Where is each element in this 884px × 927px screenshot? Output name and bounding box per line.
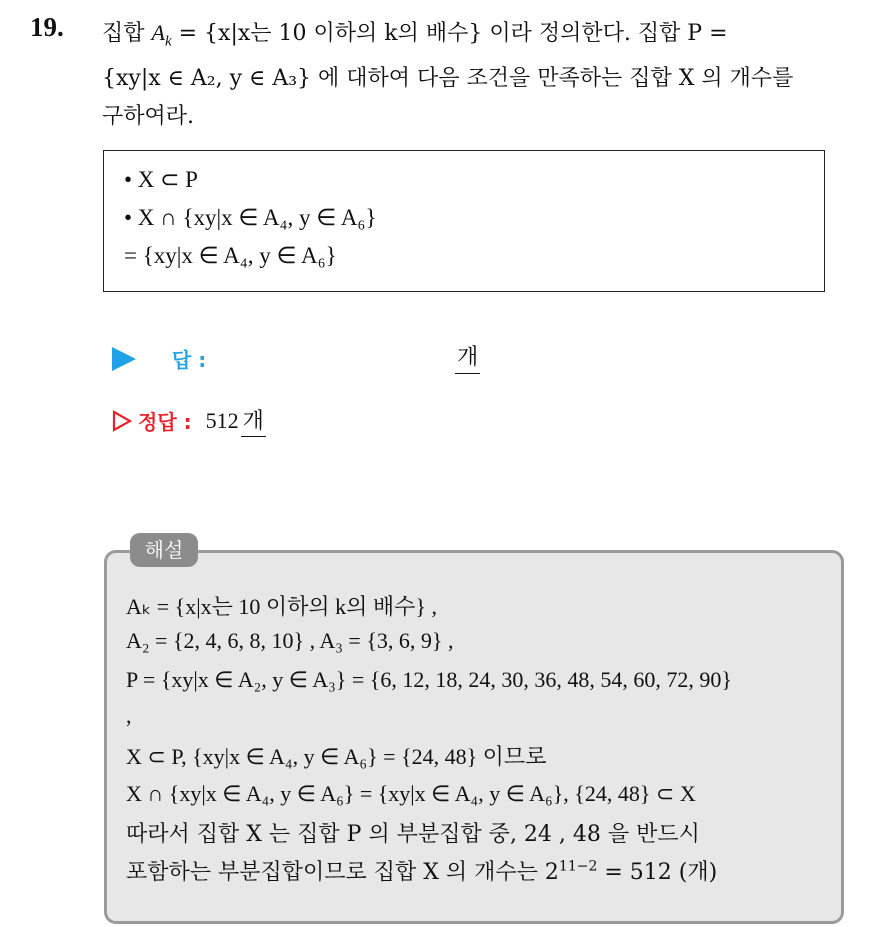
question-line-1 bbox=[102, 14, 862, 60]
solution-line-1: Aₖ = {x|x는 10 이하의 k의 배수} , bbox=[126, 594, 437, 619]
question-line-2: {xy|x ∈ A₂, y ∈ A₃} 에 대하여 다음 조건을 만족하는 집합 X 의 개수를 bbox=[102, 66, 794, 92]
correct-answer-label: 정답 : bbox=[138, 410, 192, 434]
solution-line-8b: = 512 (개) bbox=[597, 860, 718, 885]
solution-line-8a: 포함하는 부분집합이므로 집합 X 의 개수는 2 bbox=[126, 860, 559, 885]
question-line-1a: 집합 bbox=[102, 21, 152, 46]
solution-line-3: P = {xy|x ∈ A₂, y ∈ A₃} = {6, 12, 18, 24, 30, 36, 48, 54, 60, 72, 90} bbox=[126, 667, 732, 692]
solution-tab: 해설 bbox=[130, 533, 198, 567]
conditions-box bbox=[103, 150, 825, 292]
condition-1: • X ⊂ P bbox=[124, 167, 198, 192]
solution-line-7: 따라서 집합 X 는 집합 P 의 부분집합 중, 24 , 48 을 반드시 bbox=[126, 822, 700, 847]
question-line-1c: k bbox=[164, 33, 172, 50]
question-line-3: 구하여라. bbox=[102, 104, 195, 130]
question-number: 19. bbox=[30, 12, 64, 42]
solution-line-4: , bbox=[126, 703, 132, 728]
answer-row bbox=[112, 344, 206, 373]
answer-unit: 개 bbox=[455, 340, 480, 374]
question-text bbox=[102, 14, 862, 136]
solution-line-2: A₂ = {2, 4, 6, 8, 10} , A₃ = {3, 6, 9} , bbox=[126, 628, 454, 653]
condition-3: = {xy|x ∈ A₄, y ∈ A₆} bbox=[124, 243, 337, 268]
question-line-1d: = {x|x는 10 이하의 k의 배수} 이라 정의한다. 집합 P = bbox=[171, 21, 728, 46]
question-line-1b: A bbox=[151, 20, 165, 45]
solution-line-8 bbox=[126, 855, 717, 886]
answer-label: 답 : bbox=[172, 348, 207, 372]
correct-answer-row bbox=[112, 404, 266, 437]
condition-2: • X ∩ {xy|x ∈ A₄, y ∈ A₆} bbox=[124, 205, 377, 230]
play-triangle-icon bbox=[112, 347, 136, 371]
solution-exponent: 11−2 bbox=[558, 858, 598, 875]
correct-answer-value: 512 bbox=[205, 407, 239, 433]
solution-line-6: X ∩ {xy|x ∈ A₄, y ∈ A₆} = {xy|x ∈ A₄, y ∈ A₆}, {24, 48} ⊂ X bbox=[126, 781, 696, 806]
outline-triangle-icon bbox=[112, 410, 132, 432]
solution-line-5: X ⊂ P, {xy|x ∈ A₄, y ∈ A₆} = {24, 48} 이므로 bbox=[126, 744, 547, 769]
correct-answer-unit: 개 bbox=[241, 404, 266, 437]
